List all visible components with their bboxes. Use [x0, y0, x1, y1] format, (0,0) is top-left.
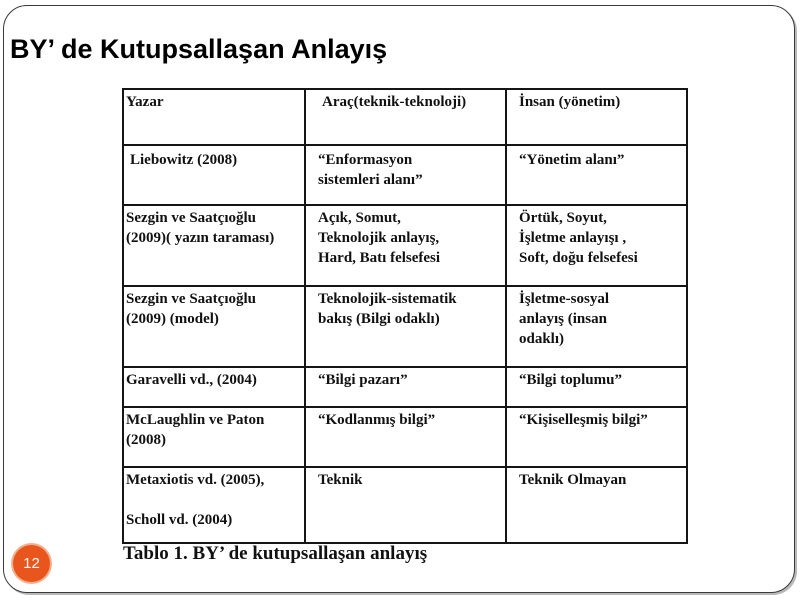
table-caption: Tablo 1. BY’ de kutupsallaşan anlayış [123, 543, 428, 564]
header-human-management: İnsan (yönetim) [506, 89, 687, 145]
cell-human: Teknik Olmayan [506, 467, 687, 543]
table-row [123, 407, 687, 467]
cell-tool: Teknolojik-sistematik bakış (Bilgi odaklı) [305, 286, 506, 367]
cell-author: Metaxiotis vd. (2005), Scholl vd. (2004) [123, 467, 305, 543]
table-row [123, 205, 687, 286]
page-number-badge: 12 [13, 545, 50, 582]
cell-human: “Bilgi toplumu” [506, 367, 687, 407]
table-row [123, 367, 687, 407]
cell-tool: “Kodlanmış bilgi” [305, 407, 506, 467]
table-row [123, 467, 687, 543]
cell-tool: “Bilgi pazarı” [305, 367, 506, 407]
cell-human: “Yönetim alanı” [506, 145, 687, 205]
cell-tool: Açık, Somut, Teknolojik anlayış, Hard, Batı felsefesi [305, 205, 506, 286]
cell-author: Garavelli vd., (2004) [123, 367, 305, 407]
table-figure [103, 73, 699, 573]
cell-tool: Teknik [305, 467, 506, 543]
cell-tool: “Enformasyon sistemleri alanı” [305, 145, 506, 205]
header-author: Yazar [123, 89, 305, 145]
table-header-row [123, 89, 687, 145]
polarization-table [122, 88, 688, 544]
cell-author: Sezgin ve Saatçıoğlu (2009)( yazın taraması) [123, 205, 305, 286]
slide-title: BY’ de Kutupsallaşan Anlayış [10, 34, 388, 64]
cell-human: “Kişiselleşmiş bilgi” [506, 407, 687, 467]
cell-human: Örtük, Soyut, İşletme anlayışı , Soft, doğu felsefesi [506, 205, 687, 286]
header-tool-technology: Araç(teknik-teknoloji) [305, 89, 506, 145]
cell-human: İşletme-sosyal anlayış (insan odaklı) [506, 286, 687, 367]
table-row [123, 286, 687, 367]
cell-author: Liebowitz (2008) [123, 145, 305, 205]
cell-author: Sezgin ve Saatçıoğlu (2009) (model) [123, 286, 305, 367]
cell-author: McLaughlin ve Paton (2008) [123, 407, 305, 467]
table-row [123, 145, 687, 205]
